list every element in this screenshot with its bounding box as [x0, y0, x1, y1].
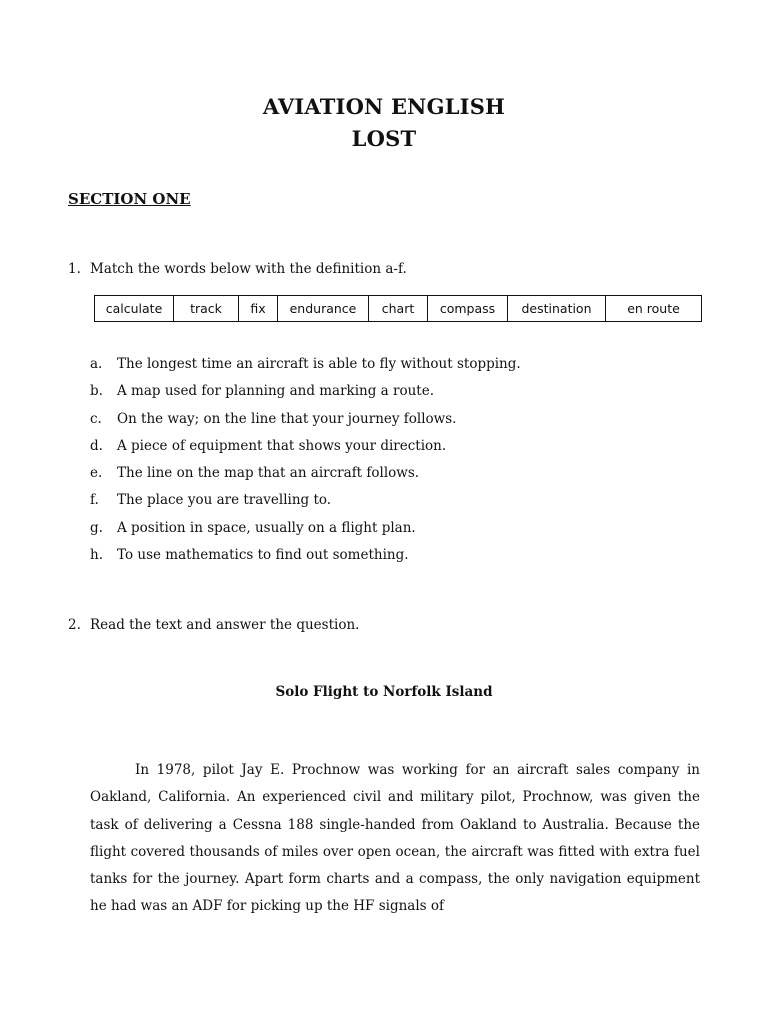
definition-item: [90, 383, 521, 410]
definition-item: [90, 438, 521, 465]
question-text: Match the words below with the definition a-f.: [90, 261, 407, 277]
definition-letter: g.: [90, 519, 103, 536]
definition-text: The longest time an aircraft is able to fly without stopping.: [117, 356, 521, 372]
question-number: 2.: [68, 617, 81, 633]
document-subtitle: LOST: [351, 126, 417, 151]
definition-item: [90, 520, 521, 547]
definition-item: [90, 465, 521, 492]
definition-text: The place you are travelling to.: [117, 492, 332, 509]
question-1: [68, 261, 407, 277]
document-title: AVIATION ENGLISH: [262, 94, 506, 119]
definition-text: A piece of equipment that shows your direction.: [117, 437, 447, 454]
definition-letter: h.: [90, 547, 103, 564]
word-bank-cell: fix: [239, 296, 278, 322]
word-bank-cell: compass: [428, 296, 508, 322]
definition-letter: e.: [90, 465, 103, 482]
definition-text: The line on the map that an aircraft follows.: [117, 465, 420, 482]
definition-text: A map used for planning and marking a route.: [117, 383, 435, 400]
word-bank-cell: en route: [606, 296, 702, 322]
definition-item: [90, 411, 521, 438]
definition-item: [90, 356, 521, 383]
definition-list: [90, 356, 521, 574]
word-bank-cell: calculate: [95, 296, 174, 322]
definition-letter: f.: [90, 492, 99, 509]
word-bank-table: [94, 295, 702, 322]
definition-item: [90, 547, 521, 574]
question-text: Read the text and answer the question.: [90, 617, 360, 633]
story-title: Solo Flight to Norfolk Island: [275, 684, 493, 700]
reading-passage: In 1978, pilot Jay E. Prochnow was working for an aircraft sales company in Oakland, California. An experienced civil and military pilot, Prochnow, was given the task of delivering a Cessna 188 single-handed from Oakland to Australia. Because the flight covered thousands of miles over open ocean, the aircraft was fitted with extra fuel tanks for the journey. Apart form charts and a compass, the only navigation equipment he had was an ADF for picking up the HF signals of: [90, 762, 700, 915]
definition-text: To use mathematics to find out something.: [117, 547, 409, 564]
definition-letter: c.: [90, 410, 102, 427]
definition-letter: a.: [90, 356, 103, 372]
section-heading: SECTION ONE: [68, 190, 191, 208]
word-bank-cell: chart: [369, 296, 428, 322]
question-number: 1.: [68, 261, 81, 277]
word-bank-cell: endurance: [278, 296, 369, 322]
question-2: [68, 617, 359, 633]
definition-text: A position in space, usually on a flight plan.: [117, 519, 416, 536]
definition-letter: d.: [90, 437, 103, 454]
definition-text: On the way; on the line that your journey follows.: [117, 410, 457, 427]
word-bank-cell: destination: [508, 296, 606, 322]
word-bank-cell: track: [174, 296, 239, 322]
definition-item: [90, 492, 521, 519]
definition-letter: b.: [90, 383, 103, 400]
